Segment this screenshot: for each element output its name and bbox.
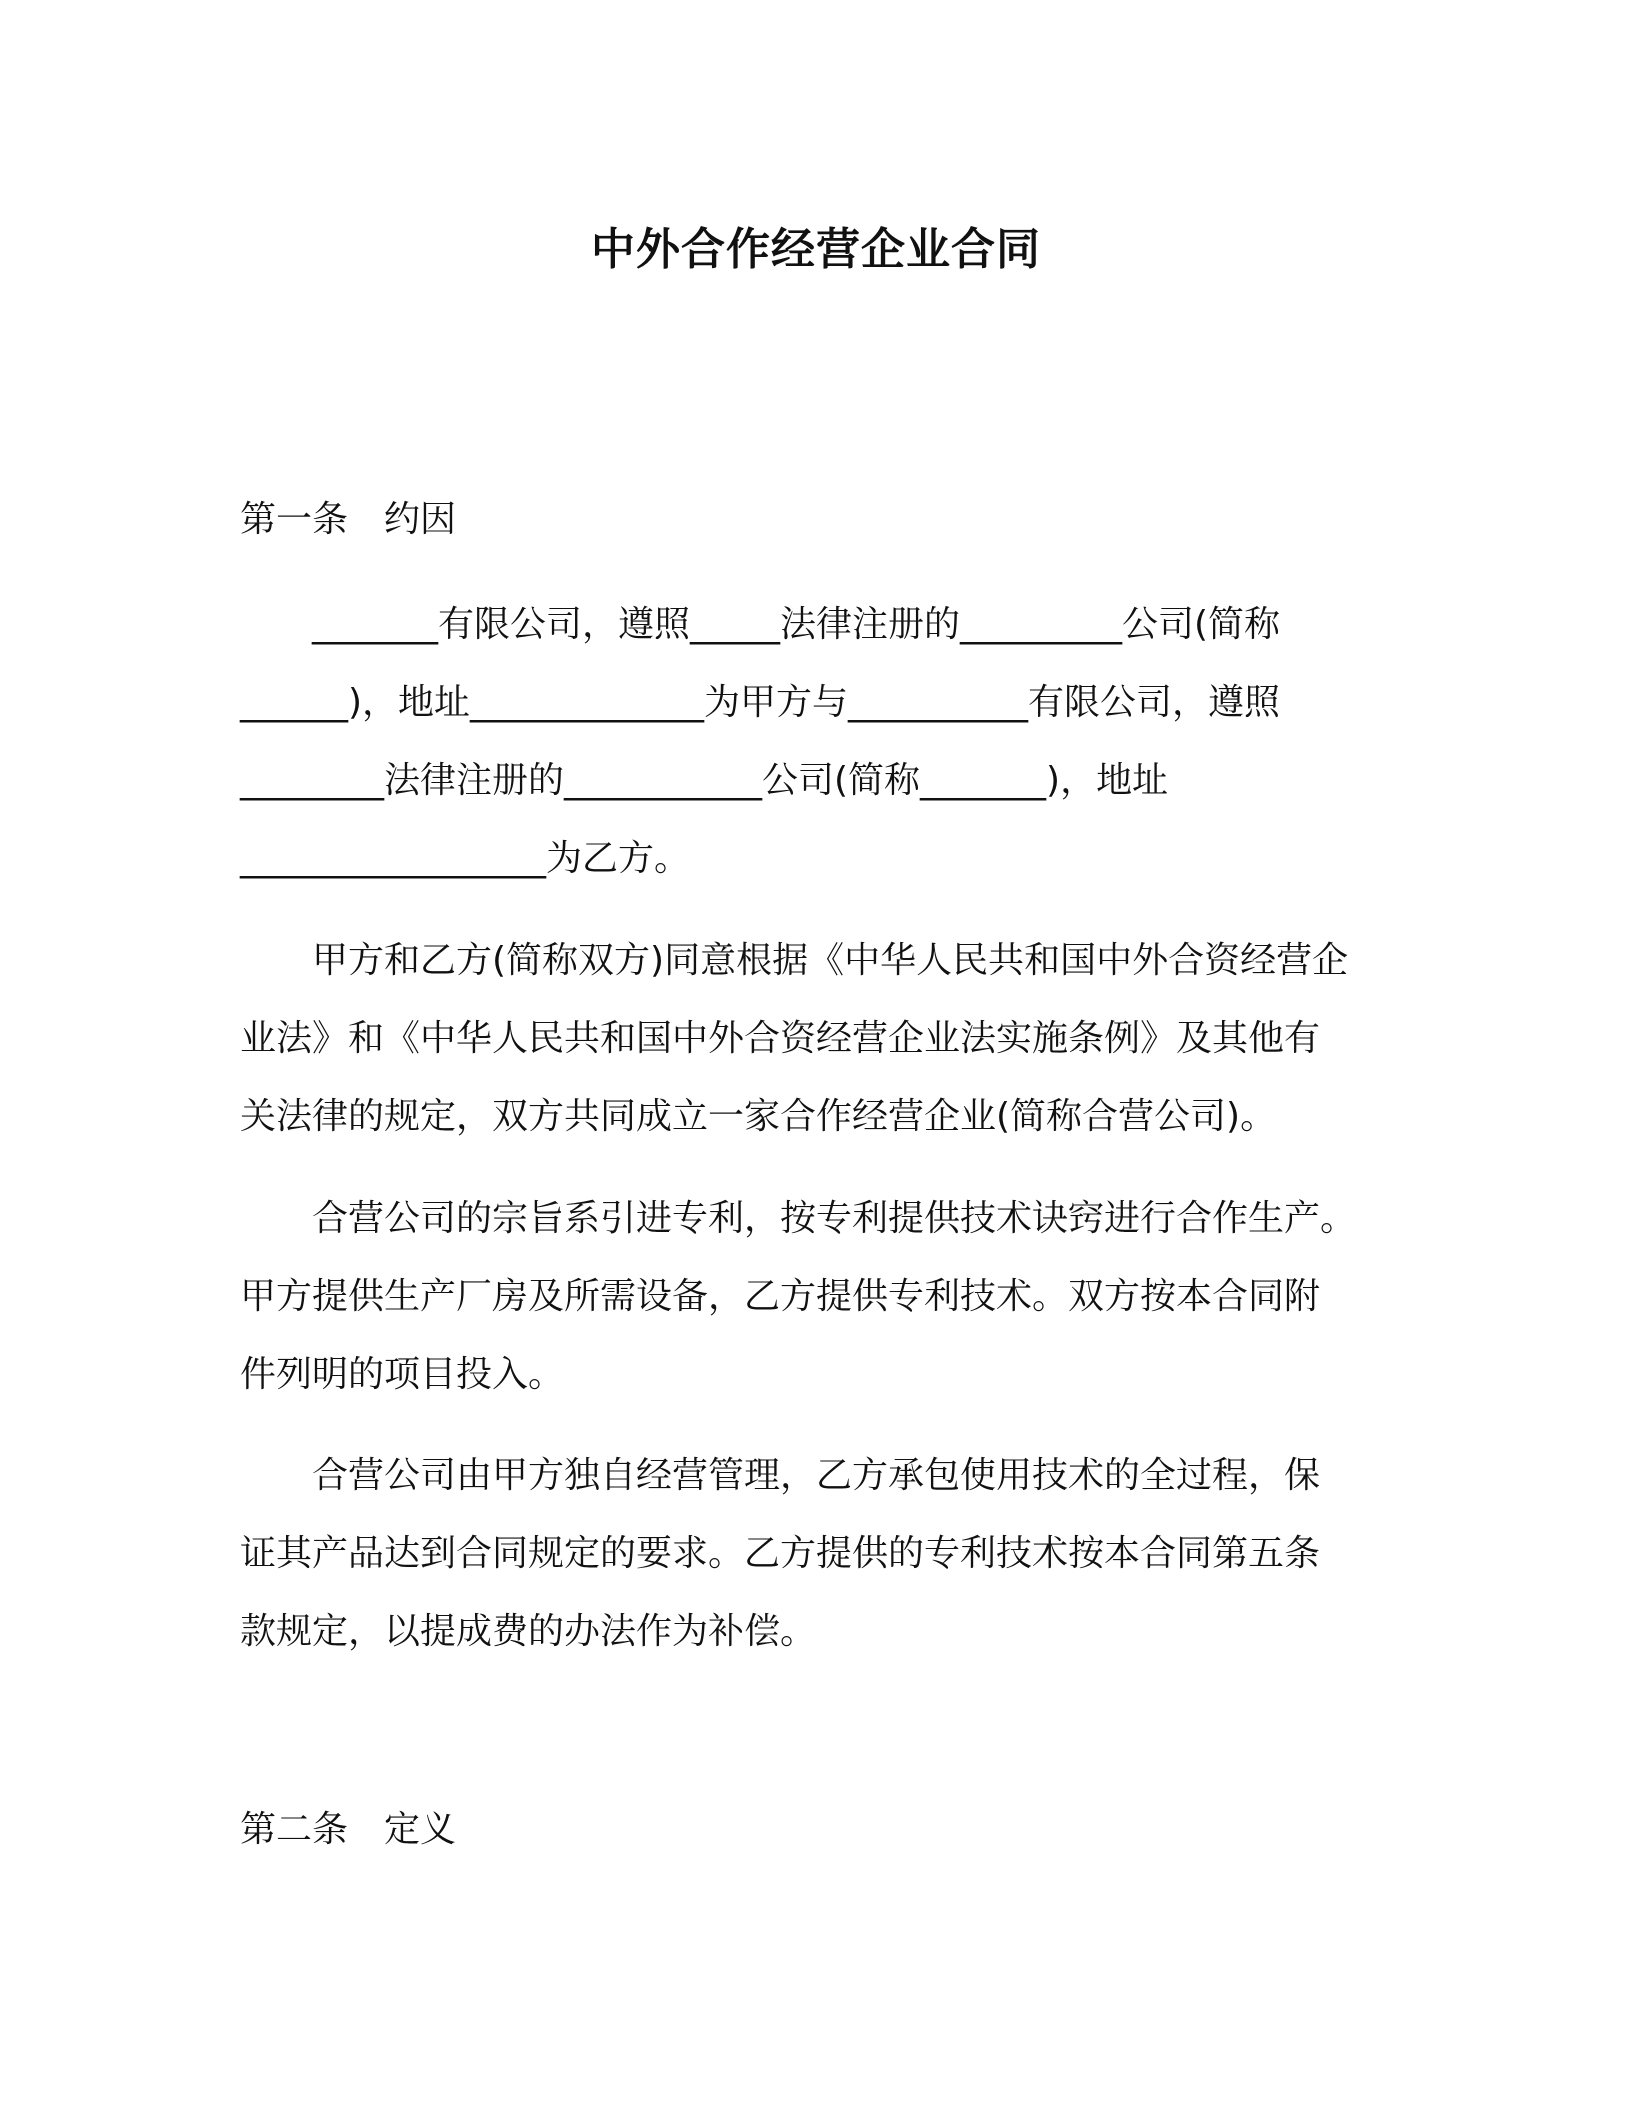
section-1-paragraph-2 <box>240 922 1392 1156</box>
paragraph-line: _______有限公司，遵照_____法律注册的_________公司(简称 <box>240 604 1281 645</box>
document-title: 中外合作经营企业合同 <box>591 224 1041 275</box>
section-2-heading: 第二条 定义 <box>240 1809 457 1850</box>
section-1-paragraph-3 <box>240 1180 1392 1414</box>
paragraph-line: 件列明的项目投入。 <box>240 1354 565 1395</box>
section-1-heading: 第一条 约因 <box>240 499 457 540</box>
paragraph-line: 款规定，以提成费的办法作为补偿。 <box>240 1611 817 1652</box>
paragraph-line: ______)，地址_____________为甲方与__________有限公司，遵照 <box>240 682 1281 723</box>
paragraph-line: 合营公司由甲方独自经营管理，乙方承包使用技术的全过程，保 <box>240 1455 1321 1496</box>
paragraph-line: 甲方提供生产厂房及所需设备，乙方提供专利技术。双方按本合同附 <box>240 1276 1321 1317</box>
paragraph-line: ________法律注册的___________公司(简称_______)，地址 <box>240 760 1169 801</box>
section-1-paragraph-1 <box>240 586 1392 898</box>
paragraph-line: 甲方和乙方(简称双方)同意根据《中华人民共和国中外合资经营企 <box>240 940 1349 981</box>
paragraph-line: 业法》和《中华人民共和国中外合资经营企业法实施条例》及其他有 <box>240 1018 1321 1059</box>
paragraph-line: 合营公司的宗旨系引进专利，按专利提供技术诀窍进行合作生产。 <box>240 1198 1357 1239</box>
paragraph-line: 关法律的规定，双方共同成立一家合作经营企业(简称合营公司)。 <box>240 1096 1277 1137</box>
section-1-paragraph-4 <box>240 1437 1392 1671</box>
paragraph-line: 证其产品达到合同规定的要求。乙方提供的专利技术按本合同第五条 <box>240 1533 1321 1574</box>
paragraph-line: _________________为乙方。 <box>240 838 691 879</box>
